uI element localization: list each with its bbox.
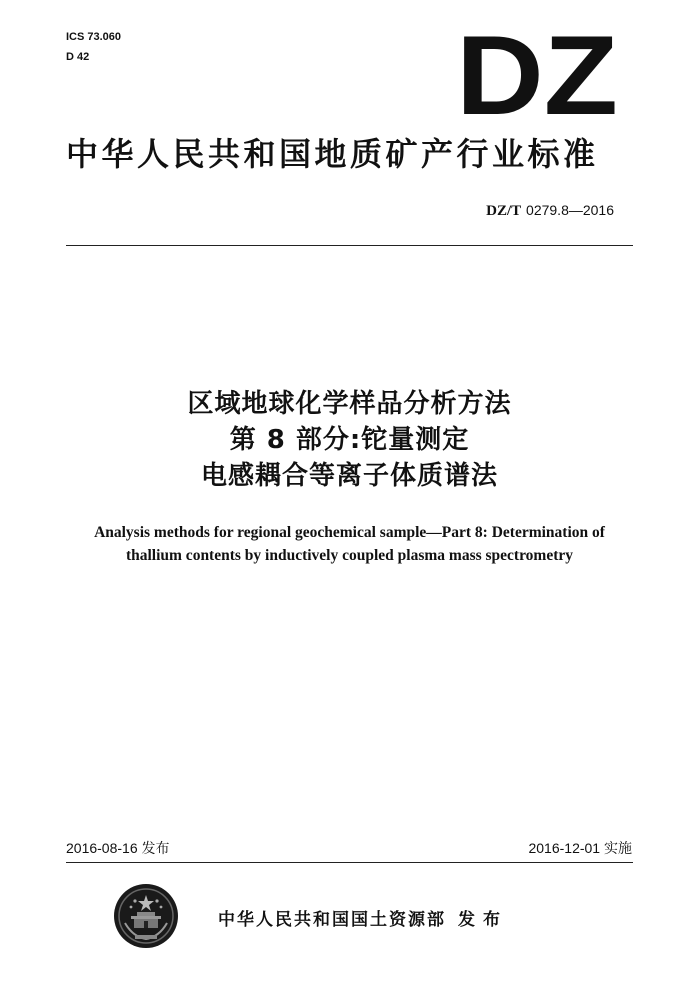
dz-logo (455, 32, 620, 117)
standard-prefix: DZ/T (486, 203, 522, 219)
bottom-divider (66, 862, 633, 863)
title-cn-line1: 区域地球化学样品分析方法 (187, 389, 512, 419)
title-cn-line2: 第 8 部分:铊量测定 (229, 425, 470, 455)
standard-code: 0279.8—2016 (526, 202, 614, 218)
issuer-name: 中华人民共和国国土资源部 (218, 910, 446, 930)
ics-code: ICS 73.060 (66, 31, 122, 43)
dz-logo-text: DZ (456, 32, 618, 117)
top-divider (66, 245, 633, 246)
org-title: 中华人民共和国地质矿产行业标准 (66, 135, 599, 173)
issue-date: 2016-08-16 发布 (66, 840, 170, 856)
classification-code: D 42 (66, 51, 90, 63)
title-cn-line3: 电感耦合等离子体质谱法 (200, 461, 498, 491)
title-en-line2: thallium contents by inductively coupled plasma mass spectrometry (125, 547, 574, 564)
standard-number (486, 202, 614, 220)
implement-date: 2016-12-01 实施 (528, 840, 632, 856)
title-en-line1: Analysis methods for regional geochemical sample—Part 8: Determination of (94, 524, 605, 541)
national-emblem-icon (113, 883, 179, 949)
publish-label: 发布 (458, 910, 508, 930)
